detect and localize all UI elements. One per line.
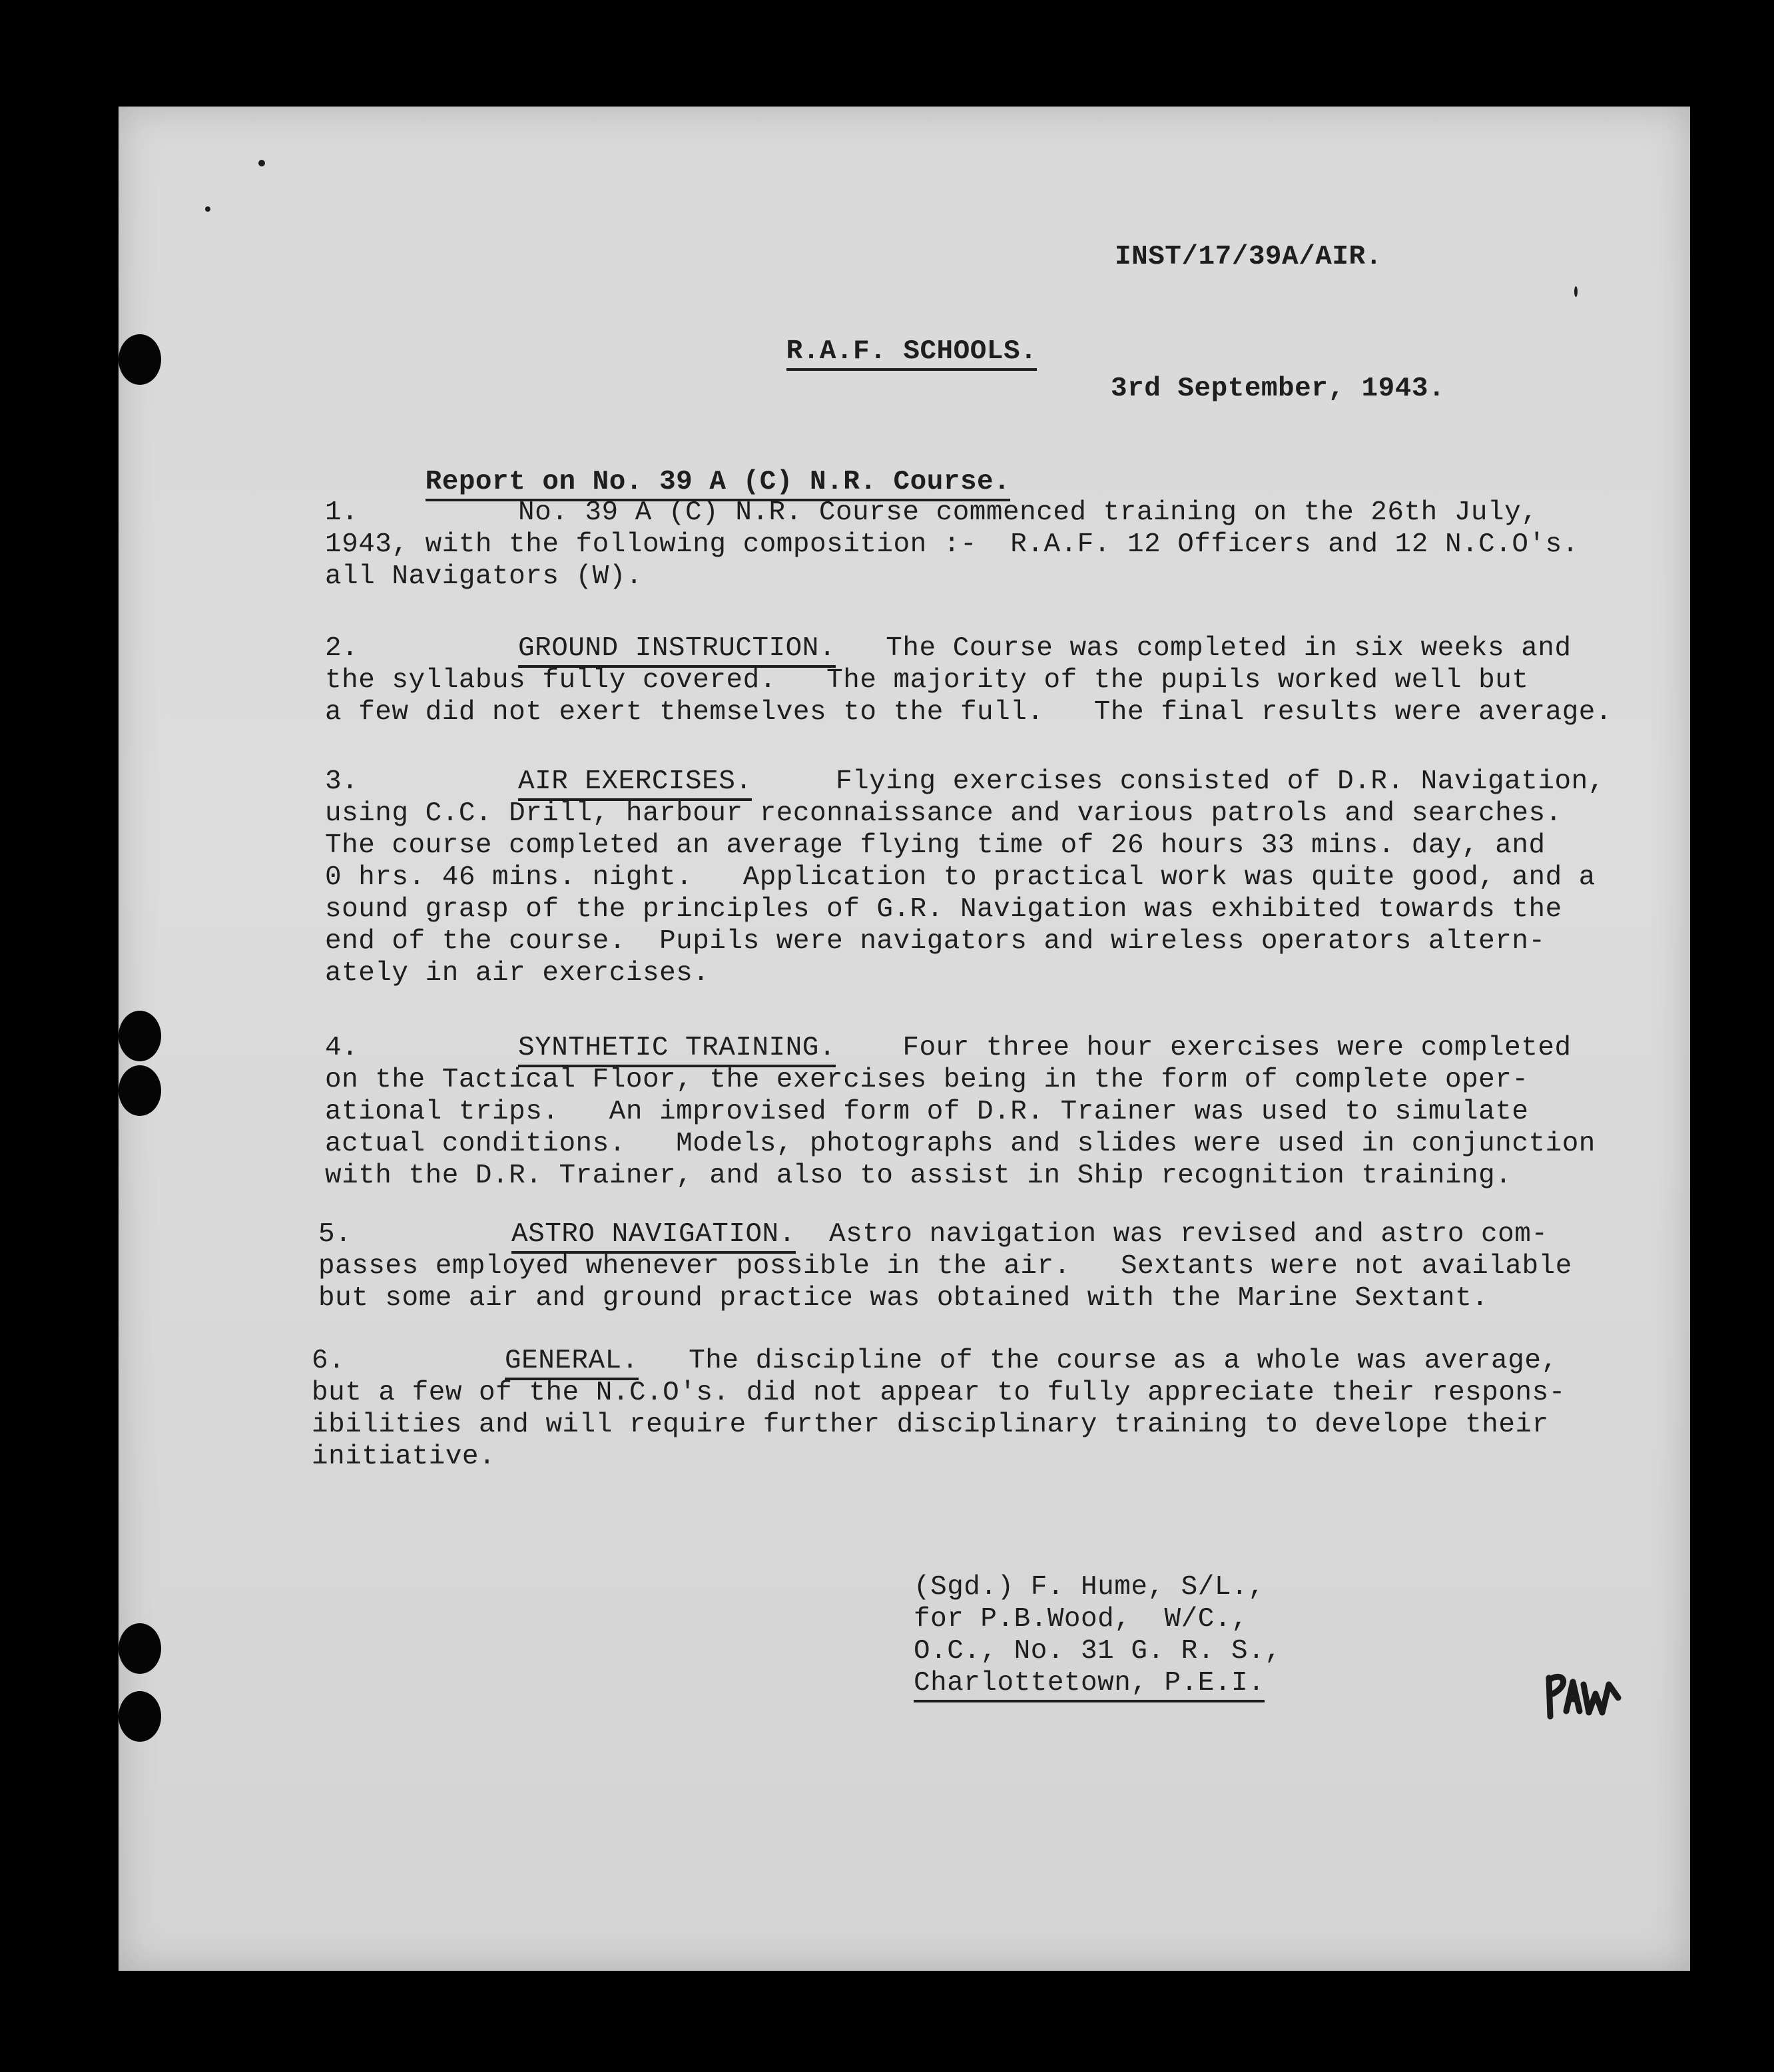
paragraph-3 [325, 766, 1605, 989]
paragraph-line: ational trips. An improvised form of D.R. Trainer was used to simulate [325, 1097, 1529, 1127]
paragraph-title: GENERAL. [505, 1346, 639, 1380]
paragraph-line: ibilities and will require further disciplinary training to develope their [312, 1410, 1549, 1440]
signature-line: O.C., No. 31 G. R. S., [914, 1636, 1282, 1667]
signature-location: Charlottetown, P.E.I. [914, 1668, 1265, 1702]
paragraph-title: GROUND INSTRUCTION. [518, 633, 836, 668]
paragraph-number: 4. [325, 1033, 359, 1063]
document-heading: R.A.F. SCHOOLS. [786, 336, 1037, 371]
paragraph-title: SYNTHETIC TRAINING. [518, 1033, 836, 1067]
document-reference: INST/17/39A/AIR. [1115, 242, 1382, 272]
document-subject: Report on No. 39 A (C) N.R. Course. [426, 467, 1011, 501]
punch-hole [119, 1065, 161, 1116]
paragraph-line: The Course was completed in six weeks and [886, 633, 1572, 664]
paragraph-line: initiative. [312, 1441, 496, 1472]
paragraph-number: 1. [325, 497, 359, 528]
document-page [119, 107, 1690, 1971]
paragraph-2 [325, 633, 1613, 728]
paragraph-line: Four three hour exercises were completed [902, 1033, 1572, 1063]
paragraph-line: but some air and ground practice was obtained with the Marine Sextant. [318, 1283, 1489, 1314]
paragraph-line: passes employed whenever possible in the air. Sextants were not available [318, 1251, 1572, 1282]
paragraph-line: 1943, with the following composition :- R.A.F. 12 Officers and 12 N.C.O's. [325, 529, 1579, 560]
paragraph-line: Astro navigation was revised and astro com- [829, 1219, 1548, 1250]
paragraph-title: ASTRO NAVIGATION. [511, 1219, 796, 1254]
document-date: 3rd September, 1943. [1111, 374, 1446, 404]
paragraph-line: all Navigators (W). [325, 561, 643, 592]
paragraph-4 [325, 1032, 1596, 1192]
paragraph-line: a few did not exert themselves to the full. The final results were average. [325, 697, 1613, 728]
paragraph-line: but a few of the N.C.O's. did not appear to fully appreciate their respons- [312, 1378, 1566, 1408]
paragraph-line: end of the course. Pupils were navigators and wireless operators altern- [325, 926, 1546, 957]
punch-hole [119, 1691, 161, 1742]
paragraph-line: The course completed an average flying time of 26 hours 33 mins. day, and [325, 830, 1546, 861]
punch-hole [119, 1623, 161, 1674]
paragraph-line: using C.C. Drill, harbour reconnaissance and various patrols and searches. [325, 798, 1562, 829]
paragraph-title: AIR EXERCISES. [518, 766, 752, 801]
punch-hole [119, 1011, 161, 1061]
paragraph-line: sound grasp of the principles of G.R. Navigation was exhibited towards the [325, 894, 1562, 925]
paragraph-number: 2. [325, 633, 359, 664]
handwritten-initials [1544, 1665, 1624, 1724]
document-heading-wrap [686, 304, 1037, 399]
paragraph-number: 3. [325, 766, 359, 797]
paragraph-line: Flying exercises consisted of D.R. Navigation, [836, 766, 1605, 797]
paragraph-line: actual conditions. Models, photographs and slides were used in conjunction [325, 1129, 1596, 1159]
paragraph-line: ately in air exercises. [325, 958, 710, 989]
signature-line: (Sgd.) F. Hume, S/L., [914, 1572, 1265, 1603]
paragraph-line: on the Tactical Floor, the exercises being in the form of complete oper- [325, 1065, 1529, 1095]
ink-speck [1574, 286, 1578, 297]
paragraph-number: 6. [312, 1346, 346, 1376]
paragraph-1 [325, 497, 1590, 593]
paragraph-line: The discipline of the course as a whole was average, [689, 1346, 1558, 1376]
paragraph-line: the syllabus fully covered. The majority of the pupils worked well but [325, 665, 1529, 696]
paragraph-number: 5. [318, 1219, 352, 1250]
paragraph-line: 0 hrs. 46 mins. night. Application to practical work was quite good, and a [325, 862, 1596, 893]
ink-speck [205, 206, 210, 212]
signature-line: for P.B.Wood, W/C., [914, 1604, 1249, 1635]
paragraph-line: with the D.R. Trainer, and also to assist in Ship recognition training. [325, 1161, 1512, 1191]
ink-speck [258, 160, 265, 166]
signature-block [914, 1571, 1281, 1699]
paragraph-6 [312, 1345, 1577, 1473]
paragraph-line: No. 39 A (C) N.R. Course commenced training on the 26th July, [518, 497, 1538, 528]
punch-hole [119, 334, 161, 385]
paragraph-5 [318, 1218, 1584, 1314]
